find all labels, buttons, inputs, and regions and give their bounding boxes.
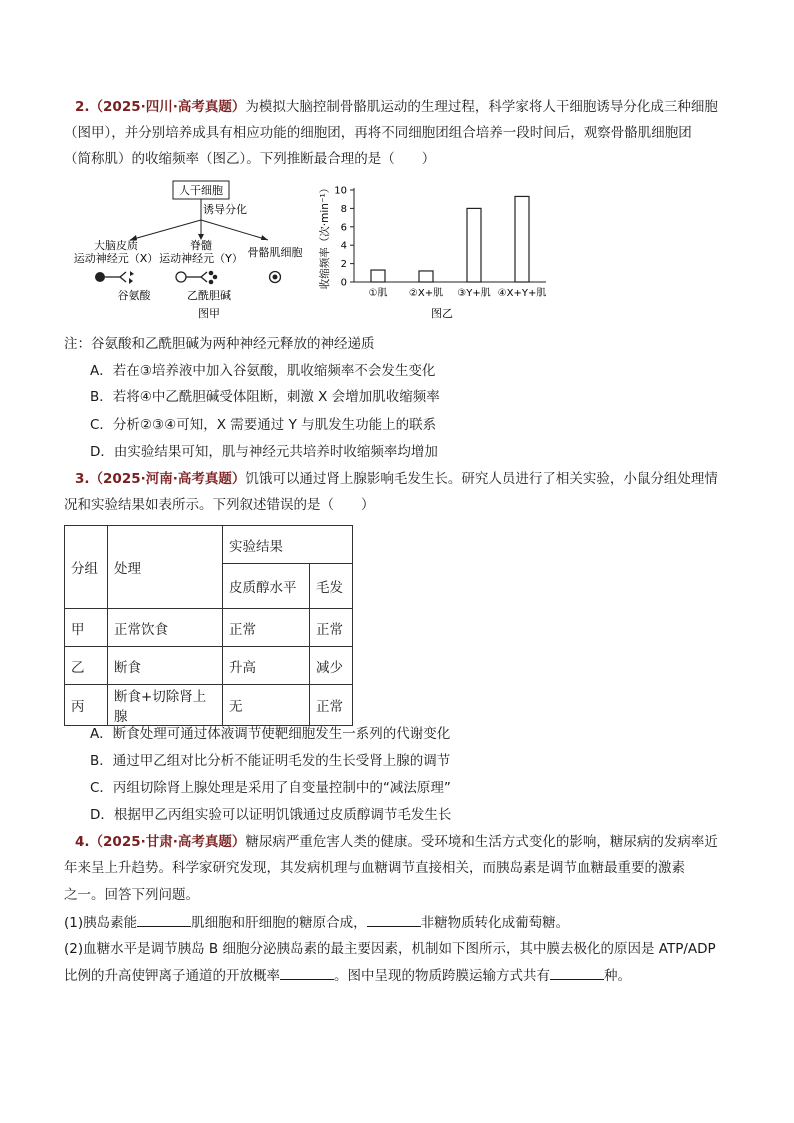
- neuron-y-label-2: 运动神经元（Y）: [159, 252, 243, 265]
- figure-b-caption: 图乙: [431, 307, 453, 320]
- answer-blank[interactable]: [550, 965, 604, 980]
- bar: [371, 270, 385, 282]
- q2-source: （2025·四川·高考真题）: [89, 99, 246, 115]
- y-axis-label: 收缩频率（次·min⁻¹）: [319, 182, 331, 290]
- answer-blank[interactable]: [280, 965, 334, 980]
- q4-number: 4.: [75, 834, 90, 850]
- answer-blank[interactable]: [367, 912, 421, 927]
- bar: [419, 271, 433, 282]
- stem-cell-label: 人干细胞: [179, 184, 223, 197]
- q3-stem-line1: 3.（2025·河南·高考真题）饥饿可以通过肾上腺影响毛发生长。研究人员进行了相关实验，小鼠分组处理情: [75, 471, 718, 487]
- induction-label: 诱导分化: [203, 203, 247, 216]
- q2-option-c: C．分析②③④可知，X 需要通过 Y 与肌发生功能上的联系: [90, 417, 437, 433]
- y-tick-label: 0: [340, 277, 347, 289]
- table-row: 丙 断食+切除肾上腺 无 正常: [65, 685, 353, 726]
- header-results: 实验结果: [223, 526, 353, 564]
- y-tick-label: 4: [340, 240, 347, 252]
- bar: [467, 208, 481, 282]
- table-row: 乙 断食 升高 减少: [65, 647, 353, 685]
- q4-stem-line1: 4.（2025·甘肃·高考真题）糖尿病严重危害人类的健康。受环境和生活方式变化的影响，糖尿病的发病率近: [75, 834, 718, 850]
- y-tick-label: 10: [334, 185, 347, 197]
- x-category-label: ③Y+肌: [457, 288, 491, 299]
- neuron-y-label-1: 脊髓: [190, 239, 212, 252]
- q2-number: 2.: [75, 99, 90, 115]
- neuron-y-icon: [176, 271, 217, 285]
- figure-a-caption: 图甲: [198, 307, 220, 320]
- neuron-x-label-2: 运动神经元（X）: [73, 252, 159, 265]
- q2-option-a: A．若在③培养液中加入谷氨酸，肌收缩频率不会发生变化: [90, 363, 436, 379]
- q2-stem-line1: 2.（2025·四川·高考真题）为模拟大脑控制骨骼肌运动的生理过程，科学家将人干细胞诱导分化成三种细胞: [75, 99, 718, 115]
- q2-stem-line2: （图甲），并分别培养成具有相应功能的细胞团，再将不同细胞团组合培养一段时间后，观察骨骼肌细胞团: [64, 125, 692, 141]
- q3-source: （2025·河南·高考真题）: [89, 471, 246, 487]
- header-hair: 毛发: [310, 564, 353, 609]
- q3-option-d: D．根据甲乙丙组实验可以证明饥饿通过皮质醇调节毛发生长: [90, 807, 452, 823]
- q3-number: 3.: [75, 471, 90, 487]
- muscle-cell-icon: [270, 272, 281, 283]
- q3-results-table: [64, 525, 353, 726]
- q3-option-c: C．丙组切除肾上腺处理是采用了自变量控制中的“减法原理”: [90, 780, 451, 796]
- y-tick-label: 8: [340, 203, 347, 215]
- q2-option-d: D．由实验结果可知，肌与神经元共培养时收缩频率均增加: [90, 444, 438, 460]
- q2-stem-line3: （简称肌）的收缩频率（图乙）。下列推断最合理的是（ ）: [64, 151, 436, 167]
- q2-note: 注：谷氨酸和乙酰胆碱为两种神经元释放的神经递质: [64, 336, 375, 352]
- neuron-x-label-1: 大脑皮质: [94, 239, 138, 252]
- table-row: 甲 正常饮食 正常 正常: [65, 609, 353, 647]
- q3-option-a: A．断食处理可通过体液调节使靶细胞发生一系列的代谢变化: [90, 726, 451, 742]
- bar: [515, 196, 529, 282]
- neuron-x-icon: [95, 271, 134, 284]
- y-tick-label: 6: [340, 222, 347, 234]
- q2-option-b: B．若将④中乙酰胆碱受体阻断，刺激 X 会增加肌收缩频率: [90, 389, 440, 405]
- figure-a-diagram: [70, 178, 310, 324]
- muscle-cell-label: 骨骼肌细胞: [247, 246, 303, 259]
- x-category-label: ④X+Y+肌: [497, 288, 547, 299]
- q4-stem-line3: 之一。回答下列问题。: [64, 887, 199, 903]
- q4-sub2-line1: (2)血糖水平是调节胰岛 B 细胞分泌胰岛素的最主要因素，机制如下图所示，其中膜去极化的原因是 ATP/ADP: [64, 941, 716, 957]
- q4-stem-line2: 年来呈上升趋势。科学家研究发现，其发病机理与血糖调节直接相关，而胰岛素是调节血糖最重要的激素: [64, 860, 685, 876]
- q3-stem-line2: 况和实验结果如表所示。下列叙述错误的是（ ）: [64, 497, 375, 513]
- x-category-label: ②X+肌: [408, 288, 444, 299]
- figure-b-chart: [314, 178, 554, 323]
- acetylcholine-label: 乙酰胆碱: [187, 289, 231, 302]
- glutamate-label: 谷氨酸: [117, 289, 151, 302]
- answer-blank[interactable]: [137, 912, 191, 927]
- header-cortisol: 皮质醇水平: [223, 564, 310, 609]
- q4-sub2-line2: 比例的升高使钾离子通道的开放概率 。图中呈现的物质跨膜运输方式共有 种。: [64, 965, 631, 986]
- q4-source: （2025·甘肃·高考真题）: [89, 834, 246, 850]
- x-category-label: ①肌: [368, 288, 388, 299]
- q4-sub1: (1)胰岛素能 肌细胞和肝细胞的糖原合成， 非糖物质转化成葡萄糖。: [64, 912, 569, 933]
- header-group: 分组: [65, 526, 108, 609]
- y-tick-label: 2: [340, 259, 347, 271]
- header-treatment: 处理: [108, 526, 223, 609]
- q3-option-b: B．通过甲乙组对比分析不能证明毛发的生长受肾上腺的调节: [90, 753, 451, 769]
